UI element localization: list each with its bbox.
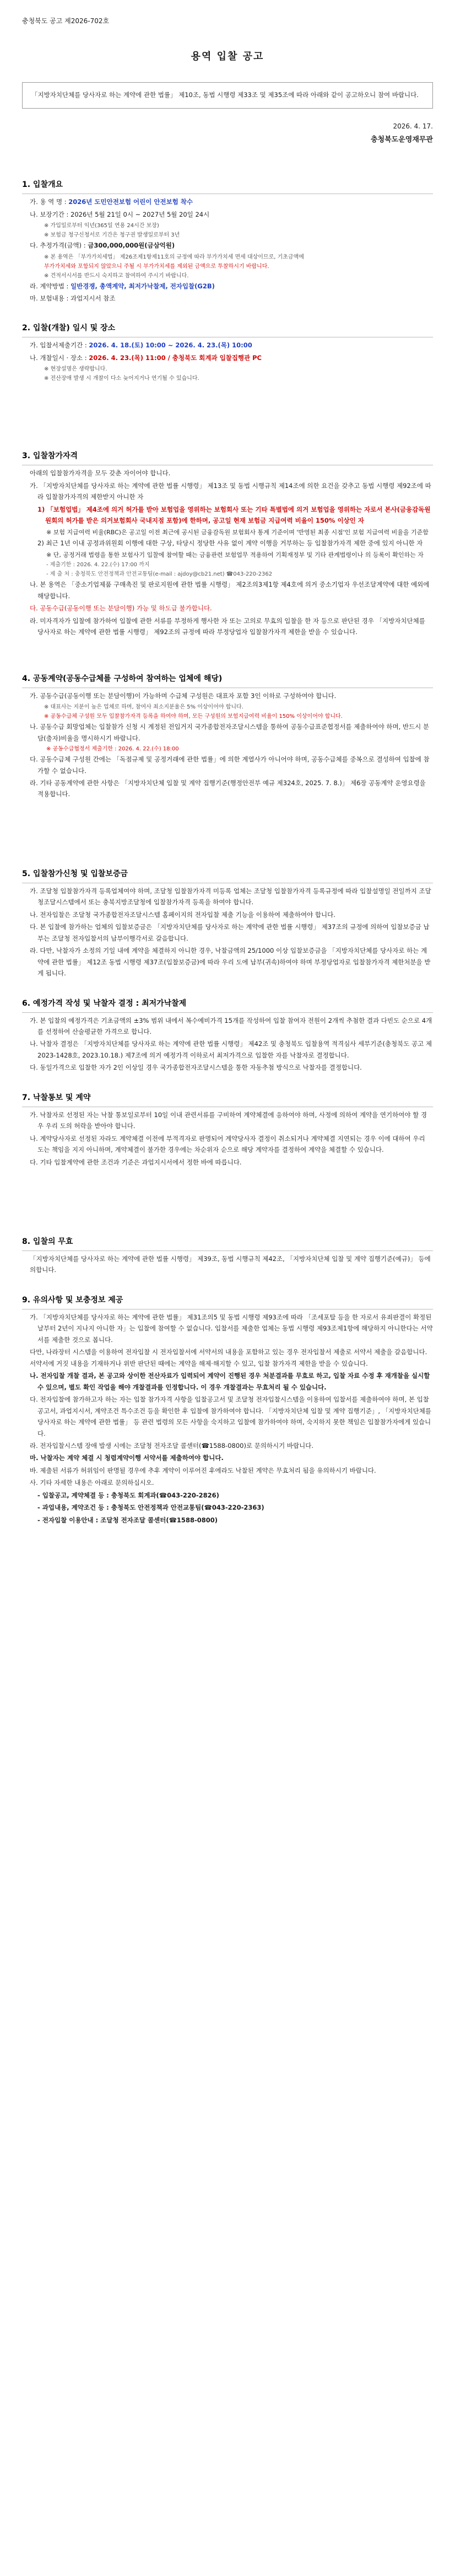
joint-a: 가. 공동수급(공동이행 또는 분담이행)이 가능하며 수급체 구성원은 대표자 포함 3인 이하로 구성하여야 합니다.: [30, 691, 337, 700]
contract-c: 다. 기타 입찰계약에 관한 조건과 기준은 과업지시서에서 정한 바에 따릅니다.: [30, 1158, 242, 1166]
contact-line: - 전자입찰 이용안내 : 조달청 전자조달 콜센터(☎1588-0800): [37, 1516, 218, 1524]
insurance-content: [30, 293, 433, 304]
section-schedule: [22, 321, 433, 383]
eligibility-a-3: ※ 단, 공정거래 법령을 통한 보험사기 입찰에 참여할 때는 금융관련 보험업무 적용하여 기획재정부 및 기타 관계법령이나 의 등록이 확인하는 자: [46, 551, 424, 559]
section-heading: 7. 낙찰통보 및 계약: [22, 1091, 433, 1107]
contract-a: 가. 낙찰자로 선정된 자는 낙찰 통보일로부터 10일 이내 관련서류를 구비하여 계약체결에 응하여야 하며, 사정에 의하여 계약을 연기하여야 할 경우 우리 도의 허락을 받아야 합니다.: [30, 1110, 427, 1130]
joint-d: 라. 기타 공동계약에 관한 사항은 「지방자치단체 입찰 및 계약 집행기준(행정안전부 예규 제324호, 2025. 7. 8.)」 제6장 공동계약 운영요령을 적용합니다.: [30, 779, 426, 798]
page-title: 용역 입찰 공고: [191, 51, 264, 63]
item-value: 금300,000,000원(금삼억원): [88, 242, 175, 250]
eligibility-b: 나. 본 용역은 「중소기업제품 구매촉진 및 판로지원에 관한 법률 시행령」 제2조의3제1항 제4호에 의거 중소기업자 우선조달계약에 대한 예외에 해당합니다.: [30, 581, 430, 600]
lead-text: 아래의 입찰참가자격을 모두 갖춘 자이어야 합니다.: [30, 469, 171, 477]
joint-c: 다. 공동수급체 구성원 간에는 「독점규제 및 공정거래에 관한 법률」에 의한 계열사가 아니어야 하며, 공동수급체를 중복으로 결성하여 입찰에 참가할 수 없습니다.: [30, 755, 430, 775]
reg-d: 라. 다만, 낙찰자가 소정의 기일 내에 계약을 체결하지 아니한 경우, 낙찰금액의 25/1000 이상 입찰보증금을 「지방자치단체를 당사자로 하는 계약에 관한 법률」 제12조 동법 시행령 제37조(입찰보증금)에 따라 우리 도에 납부(귀속)하여야 하며 부정당업자로 입찰참가자격 제한처분을 받게 됩니다.: [30, 947, 431, 978]
opening-time-place: [30, 352, 433, 363]
reg-a: 가. 조달청 입찰참가자격 등록업체여야 하며, 조달청 입찰참가자격 미등록 업체는 조달청 입찰참가자격 등록규정에 따라 입찰설명일 전일까지 조달청조달시스템에서 또는 충북지방조달청에 입찰참가자격 등록을 하여야 합니다.: [30, 887, 431, 906]
notes-a: 가. 「지방자치단체를 당사자로 하는 계약에 관한 법률」 제31조의5 및 동법 시행령 제93조에 따라 「조세포탈 등을 한 자로서 유죄판결이 확정된 날부터 2년이 지나지 아니한 자」는 입찰에 참여할 수 없습니다. 입찰서를 제출한 업체는 동법 시행령 제93조제1항에 해당하지 아니한다는 서약서를 제출한 것으로 봅니다.: [30, 1313, 433, 1344]
submit-to-note: - 제 출 처 : 충청북도 안전정책과 안전교통팀(e-mail : ajdoy@cb21.net) ☎043-220-2362: [46, 571, 273, 578]
notes-d: 라. 전자입찰시스템 장애 발생 시에는 조달청 전자조달 콜센터(☎1588-0800)로 문의하시기 바랍니다.: [30, 1442, 314, 1450]
section-heading: 4. 공동계약(공동수급체를 구성하여 참여하는 업체에 해당): [22, 672, 433, 688]
note: ※ 대표사는 지분이 높은 업체로 하며, 참여사 최소지분율은 5% 이상이어야 합니다.: [44, 704, 243, 711]
notes-f: 바. 제출된 서류가 허위임이 판명될 경우에 추후 계약이 이루어진 후에라도 낙찰된 계약은 무효처리 됨을 유의하시기 바랍니다.: [30, 1466, 376, 1474]
submission-period: [30, 340, 433, 351]
note: ※ 현장설명은 생략합니다.: [44, 366, 107, 373]
award-b: 나. 낙찰자 결정은 「지방자치단체를 당사자로 하는 계약에 관한 법률 시행령」 제42조 및 충청북도 입찰용역 적격심사 세부기준(충청북도 공고 제2023-1428호, 2023.10.18.) 제7조에 의거 예정가격 이하로서 최저가격으로 입찰한 자를 낙찰자로 결정합니다.: [30, 1040, 432, 1059]
section-heading: 9. 유의사항 및 보충정보 제공: [22, 1294, 433, 1310]
item-label: 마. 보험내용 :: [30, 294, 69, 303]
section-heading: 8. 입찰의 무효: [22, 1235, 433, 1251]
notes-g: 사. 기타 자세한 내용은 아래로 문의하십시오.: [30, 1479, 154, 1487]
note: ※ 가입일로부터 익년(365일 연용 24시간 보장): [44, 223, 159, 229]
item-label: 라. 계약방법 :: [30, 282, 69, 290]
reg-b: 나. 전자입찰은 조달청 국가종합전자조달시스템 홈페이지의 전자입찰 제출 기능을 이용하여 제출하여야 합니다.: [30, 910, 335, 919]
contact-line: - 과업내용, 계약조건 등 : 충청북도 안전정책과 안전교통팀(☎043-220-2363): [37, 1504, 264, 1512]
date-block: [22, 120, 433, 147]
coverage-period: [30, 209, 433, 220]
invalid-text: 「지방자치단체를 당사자로 하는 계약에 관한 법률 시행령」 제39조, 동법 시행규칙 제42조, 「지방자치단체 입찰 및 계약 집행기준(예규)」 등에 의합니다.: [30, 1255, 431, 1274]
eligibility-a-2: 2) 최근 1년 이내 공정과위원회 이행에 대한 구상, 타당시 정당한 사유 없이 계약 이행을 거부하는 등 입찰참가자격 제한 중에 있지 아니한 자: [37, 539, 423, 548]
notes-e: 마. 낙찰자는 계약 체결 시 청렴계약이행 서약서를 제출하여야 합니다.: [30, 1454, 224, 1462]
deadline-note: - 제출기한 : 2026. 4. 22.(수) 17:00 까지: [46, 562, 150, 568]
section-heading: 2. 입찰(개찰) 일시 및 장소: [22, 321, 433, 337]
note: ※ 본 용역은 「부가가치세법」 제26조제1항제11호의 규정에 따라 부가가치세 면세 대상이므로, 기초금액에: [44, 254, 304, 260]
notes-b: 나. 전자입찰 개찰 결과, 본 공고와 상이한 전산자료가 입력되어 계약이 진행된 경우 처분결과를 무효로 하고, 입찰 자료 수정 후 재개찰을 실시할 수 있으며, 별도 확인 작업을 해야 개찰결과를 인정합니다. 이 경우 개찰결과는 무효처리 될 수 있습니다.: [30, 1372, 430, 1391]
note-warning: ※ 보험 지급여력 비율(RBC)은 공고일 이전 최근에 공시된 금융감독원 보험회사 통계 기준이며 '반영된 최종 시점'인 보험 지급여력 비율을 기준함: [46, 528, 429, 536]
emphasis-text: 1) 「보험업법」 제4조에 의거 허가를 받아 보험업을 영위하는 보험회사 또는 기타 특별법에 의거 보험업을 영위하는 자로서 본사(금융감독원원회의 허가를 받은 의거보험회사 국내지점 포함)에 한하며, 공고일 현재 보험금 지급여력 비율이 150% 이상인 자: [37, 505, 431, 525]
item-label: 나. 보장기간 :: [30, 210, 69, 218]
item-label: 가. 용 역 명 :: [30, 198, 67, 206]
section-heading: 6. 예정가격 작성 및 낙찰자 결정 : 최저가낙찰제: [22, 997, 433, 1013]
section-heading: 5. 입찰참가신청 및 입찰보증금: [22, 867, 433, 883]
notes-c: 다. 전자입찰에 참가하고자 하는 자는 입찰 참가자격 사항을 입찰공고서 및 조달청 전자입찰시스템을 이용하여 입찰서를 제출하여야 하며, 본 입찰공고서, 과업지시서, 계약조건 특수조건 등을 확인한 후 입찰에 참가하여야 합니다. 「지방자치단체 입찰 및 계약 집행기준」, 「지방자치단체를 당사자로 하는 계약에 관한 법률」 등 관련 법령의 모든 사항을 숙지하고 입찰에 참가하여야 하며, 숙지하지 못한 책임은 입찰참가자에게 있습니다.: [30, 1396, 431, 1437]
section-heading: 1. 입찰개요: [22, 178, 433, 194]
item-label: 다. 추정가격(금액) :: [30, 242, 86, 250]
item-label: 나. 개찰일시 · 장소 :: [30, 353, 87, 362]
item-value: 2026. 4. 18.(토) 10:00 ~ 2026. 4. 23.(목) 10:00: [89, 341, 252, 350]
item-value: 2026. 4. 23.(목) 11:00 / 충청북도 회계과 입찰집행관 PC: [89, 353, 262, 362]
contact-line: - 입찰공고, 계약체결 등 : 충청북도 회계과(☎043-220-2826): [37, 1491, 219, 1499]
section-price-award: [22, 997, 433, 1074]
note-warning: 부가가치세와 포함되지 않았으니 주될 시 부가가치세를 제외된 금액으로 투찰하시기 바랍니다.: [44, 263, 269, 270]
contract-method: [30, 281, 433, 292]
reg-c: 다. 본 입찰에 참가하는 업체의 입찰보증금은 「지방자치단체를 당사자로 하는 계약에 관한 법률 시행령」 제37조의 규정에 의하여 입찰보증금 납부는 조달청 전자입찰서의 납부이행각서로 갈음합니다.: [30, 923, 430, 942]
deadline-note: ※ 공동수급협정서 제출기한 : 2026. 4. 22.(수) 18:00: [46, 746, 179, 753]
notice-date: 2026. 4. 17.: [393, 122, 433, 131]
section-heading: 3. 입찰참가자격: [22, 449, 433, 465]
item-value: 일반경쟁, 총액계약, 최저가낙찰제, 전자입찰(G2B): [71, 282, 215, 290]
notes-a-cont: 다만, 나라장터 시스템을 이용하여 전자입찰 시 전자입찰서에 서약서의 내용을 포함하고 있는 경우 전자입찰서 제출로 서약서 제출을 갈음합니다. 서약서에 거짓 내용을 기재하거나 위반 판단된 때에는 계약을 해제·해지할 수 있고, 입찰 참가자격 제한을 받을 수 있습니다.: [30, 1348, 427, 1367]
award-c: 다. 동일가격으로 입찰한 자가 2인 이상일 경우 국가종합전자조달시스템을 통한 자동추첨 방식으로 낙찰자를 결정합니다.: [30, 1064, 362, 1072]
item-value: 2026년 도민안전보험 어린이 안전보험 착수: [68, 198, 193, 206]
issuing-org: 충청북도운영재무관: [370, 136, 433, 144]
section-joint-contract: [22, 672, 433, 800]
joint-b: 나. 공동수급 회망업체는 입찰참가 신청 시 계정된 전입거지 국가종합전자조달시스템을 통하여 공동수급표준협정서를 제출하여야 하며, 반드시 분담(출자)비율을 명시하시기 바랍니다.: [30, 723, 430, 742]
section-registration-deposit: [22, 867, 433, 979]
contract-b: 나. 계약당사자로 선정된 자라도 계약체결 이전에 부적격자로 판명되어 계약당사자 결정이 취소되거나 계약체결 지연되는 경우 이에 대하여 우리 도는 책임을 지지 아니하며, 계약체결이 불가한 경우에는 차순위자 순으로 해당 계약자를 결정하여 계약을 체결할 수 있습니다.: [30, 1134, 425, 1154]
eligibility-c: 다. 공동수급(공동이행 또는 분담이행) 가능 및 하도급 불가합니다.: [30, 604, 212, 613]
note: ※ 견적서시서를 반드시 숙지하고 참여하여 주시기 바랍니다.: [44, 272, 189, 279]
section-eligibility: [22, 449, 433, 637]
section-overview: [22, 178, 433, 304]
section-invalid-bid: [22, 1235, 433, 1276]
item-value: 2026년 5월 21일 0시 ~ 2027년 5월 20일 24시: [71, 210, 210, 218]
item-label: 가. 입찰서제출기간 :: [30, 341, 87, 350]
award-a: 가. 본 입찰의 예정가격은 기초금액의 ±3% 범위 내에서 복수예비가격 15개를 작성하여 입찰 참여자 전원이 2개씩 추첨한 결과 다빈도 순으로 4개를 선정하여 산술평균한 가격으로 합니다.: [30, 1016, 432, 1035]
eligibility-a-1: [37, 504, 433, 527]
section-notes: [22, 1294, 433, 1526]
intro-box: 「지방자치단체를 당사자로 하는 계약에 관한 법률」 제10조, 동법 시행령 제33조 및 제35조에 따라 아래와 같이 공고하오니 참여 바랍니다.: [22, 82, 433, 109]
estimated-price: [30, 240, 433, 251]
note: ※ 전산장애 발생 시 개찰이 다소 늦어지거나 연기될 수 있습니다.: [44, 375, 199, 382]
note: ※ 보험금 청구신청서로 기간은 청구권 발생일로부터 3년: [44, 232, 180, 239]
item-value: 과업지시서 참조: [71, 294, 116, 303]
notice-number: 충청북도 공고 제2026-702호: [22, 17, 110, 25]
eligibility-a: 가. 「지방자치단체를 당사자로 하는 계약에 관한 법률 시행령」 제13조 및 동법 시행규칙 제14조에 의한 요건을 갖추고 동법 시행령 제92조에 따라 입찰참가자격의 제한받지 아니한 자: [30, 481, 431, 501]
service-name: [30, 196, 433, 207]
note-warning: ※ 공동수급체 구성원 모두 입찰참가자격 등록을 하여야 하며, 모든 구성원의 보험지급여력 비율이 150% 이상이어야 합니다.: [44, 713, 343, 720]
section-notification-contract: [22, 1091, 433, 1168]
eligibility-d: 라. 미자격자가 입찰에 참가하여 입찰에 관한 서류를 부정하게 행사한 자 또는 고의로 무효의 입찰을 한 자 등으로 판단된 경우 「지방자치단체를 당사자로 하는 계약에 관한 법률 시행령」 제92조의 규정에 따라 부정당업자 입찰참가자격 제한을 받을 수 있습니다.: [30, 616, 425, 636]
